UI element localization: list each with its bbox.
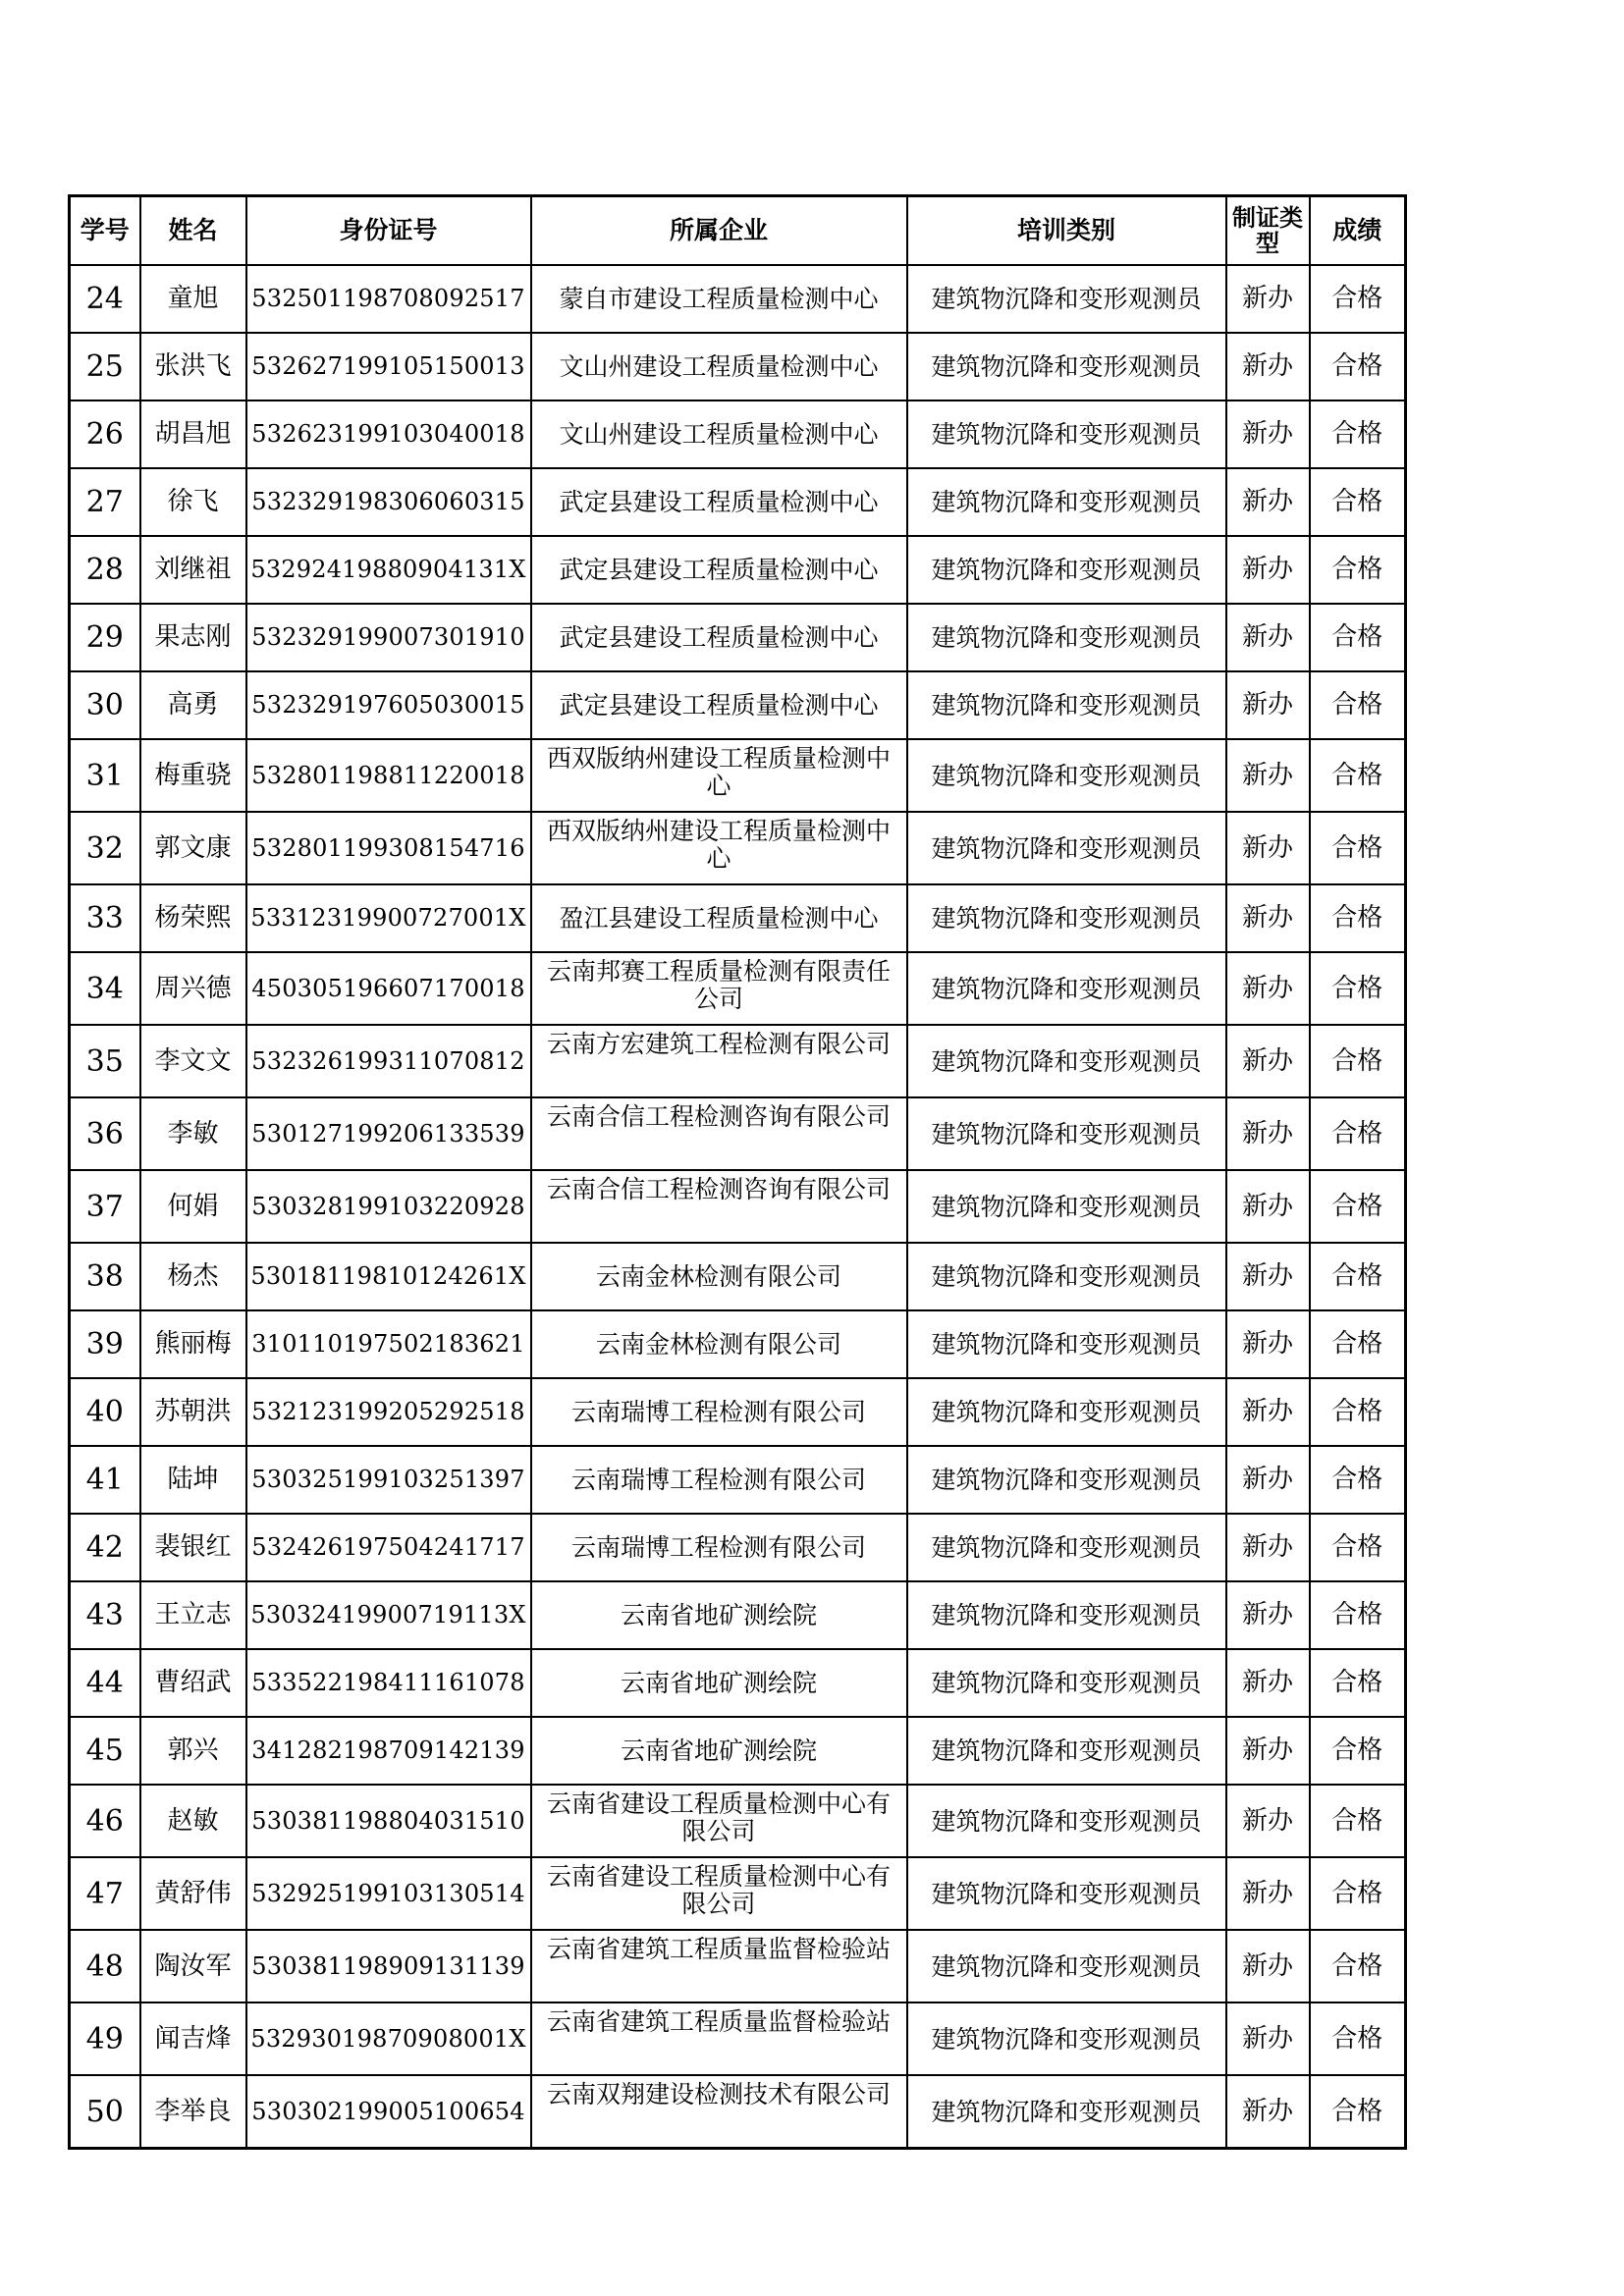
- cell-result: 合格: [1310, 1446, 1406, 1514]
- cell-company: 云南合信工程检测咨询有限公司: [531, 1170, 907, 1243]
- cell-result: 合格: [1310, 1857, 1406, 1930]
- cell-cert-type: 新办: [1226, 604, 1310, 671]
- cell-training-category: 建筑物沉降和变形观测员: [907, 1025, 1226, 1097]
- cell-company: 云南省建设工程质量检测中心有限公司: [531, 1857, 907, 1930]
- cell-name: 杨荣熙: [140, 884, 246, 952]
- cell-name: 陶汝军: [140, 1930, 246, 2002]
- cell-company: 云南瑞博工程检测有限公司: [531, 1378, 907, 1446]
- cell-training-category: 建筑物沉降和变形观测员: [907, 1310, 1226, 1378]
- cell-id-number: 310110197502183621: [246, 1310, 531, 1378]
- cell-name: 闻吉烽: [140, 2002, 246, 2075]
- cell-training-category: 建筑物沉降和变形观测员: [907, 671, 1226, 739]
- cell-student-no: 45: [70, 1717, 140, 1785]
- cell-training-category: 建筑物沉降和变形观测员: [907, 265, 1226, 333]
- cell-id-number: 532501198708092517: [246, 265, 531, 333]
- table-row: [70, 884, 1406, 952]
- table-row: [70, 1310, 1406, 1378]
- cell-id-number: 532801198811220018: [246, 739, 531, 812]
- cell-result: 合格: [1310, 952, 1406, 1025]
- cell-cert-type: 新办: [1226, 333, 1310, 400]
- table-row: [70, 671, 1406, 739]
- header-training-category: 培训类别: [907, 196, 1226, 266]
- cell-company: 文山州建设工程质量检测中心: [531, 333, 907, 400]
- cell-id-number: 532329198306060315: [246, 468, 531, 536]
- cell-name: 梅重骁: [140, 739, 246, 812]
- cell-name: 周兴德: [140, 952, 246, 1025]
- header-id-number: 身份证号: [246, 196, 531, 266]
- cell-company: 云南省地矿测绘院: [531, 1581, 907, 1649]
- cell-cert-type: 新办: [1226, 400, 1310, 468]
- cell-cert-type: 新办: [1226, 2075, 1310, 2149]
- cell-cert-type: 新办: [1226, 536, 1310, 604]
- table-row: [70, 2002, 1406, 2075]
- cell-company: 西双版纳州建设工程质量检测中心: [531, 739, 907, 812]
- cell-company: 云南合信工程检测咨询有限公司: [531, 1097, 907, 1170]
- cell-student-no: 48: [70, 1930, 140, 2002]
- cell-cert-type: 新办: [1226, 468, 1310, 536]
- cell-result: 合格: [1310, 884, 1406, 952]
- cell-id-number: 53032419900719113X: [246, 1581, 531, 1649]
- table-body: [70, 265, 1406, 2149]
- table-header: [70, 196, 1406, 266]
- header-cert-type: 制证类型: [1226, 196, 1310, 266]
- cell-company: 武定县建设工程质量检测中心: [531, 671, 907, 739]
- cell-student-no: 29: [70, 604, 140, 671]
- cell-company: 云南省建筑工程质量监督检验站: [531, 1930, 907, 2002]
- cell-id-number: 450305196607170018: [246, 952, 531, 1025]
- cell-result: 合格: [1310, 1717, 1406, 1785]
- cell-result: 合格: [1310, 265, 1406, 333]
- cell-company: 盈江县建设工程质量检测中心: [531, 884, 907, 952]
- cell-training-category: 建筑物沉降和变形观测员: [907, 952, 1226, 1025]
- cell-result: 合格: [1310, 1785, 1406, 1857]
- cell-result: 合格: [1310, 1930, 1406, 2002]
- cell-id-number: 530328199103220928: [246, 1170, 531, 1243]
- cell-company: 云南瑞博工程检测有限公司: [531, 1446, 907, 1514]
- cell-company: 云南瑞博工程检测有限公司: [531, 1514, 907, 1581]
- cell-training-category: 建筑物沉降和变形观测员: [907, 468, 1226, 536]
- cell-id-number: 530325199103251397: [246, 1446, 531, 1514]
- cell-cert-type: 新办: [1226, 1785, 1310, 1857]
- cell-result: 合格: [1310, 468, 1406, 536]
- cell-training-category: 建筑物沉降和变形观测员: [907, 333, 1226, 400]
- cell-cert-type: 新办: [1226, 1857, 1310, 1930]
- cell-result: 合格: [1310, 1649, 1406, 1717]
- table-row: [70, 468, 1406, 536]
- cell-name: 裴银红: [140, 1514, 246, 1581]
- cell-cert-type: 新办: [1226, 671, 1310, 739]
- cell-cert-type: 新办: [1226, 1649, 1310, 1717]
- table-row: [70, 1514, 1406, 1581]
- cell-name: 高勇: [140, 671, 246, 739]
- cell-name: 李文文: [140, 1025, 246, 1097]
- header-student-no: 学号: [70, 196, 140, 266]
- cell-name: 苏朝洪: [140, 1378, 246, 1446]
- cell-student-no: 34: [70, 952, 140, 1025]
- cell-cert-type: 新办: [1226, 1446, 1310, 1514]
- header-result: 成绩: [1310, 196, 1406, 266]
- cell-result: 合格: [1310, 536, 1406, 604]
- table-row: [70, 265, 1406, 333]
- table-row: [70, 1581, 1406, 1649]
- cell-id-number: 532329197605030015: [246, 671, 531, 739]
- cell-cert-type: 新办: [1226, 1378, 1310, 1446]
- cell-company: 西双版纳州建设工程质量检测中心: [531, 812, 907, 884]
- cell-student-no: 40: [70, 1378, 140, 1446]
- cell-company: 武定县建设工程质量检测中心: [531, 536, 907, 604]
- cell-student-no: 33: [70, 884, 140, 952]
- cell-company: 蒙自市建设工程质量检测中心: [531, 265, 907, 333]
- cell-company: 云南金林检测有限公司: [531, 1310, 907, 1378]
- cell-student-no: 37: [70, 1170, 140, 1243]
- cell-name: 胡昌旭: [140, 400, 246, 468]
- cell-student-no: 42: [70, 1514, 140, 1581]
- cell-name: 曹绍武: [140, 1649, 246, 1717]
- header-row: [70, 196, 1406, 266]
- cell-name: 李举良: [140, 2075, 246, 2149]
- cell-name: 何娟: [140, 1170, 246, 1243]
- cell-id-number: 532123199205292518: [246, 1378, 531, 1446]
- cell-name: 刘继祖: [140, 536, 246, 604]
- table-row: [70, 739, 1406, 812]
- table-row: [70, 1378, 1406, 1446]
- cell-student-no: 26: [70, 400, 140, 468]
- header-company: 所属企业: [531, 196, 907, 266]
- cell-id-number: 530302199005100654: [246, 2075, 531, 2149]
- cell-cert-type: 新办: [1226, 1025, 1310, 1097]
- cell-cert-type: 新办: [1226, 1930, 1310, 2002]
- cell-cert-type: 新办: [1226, 1310, 1310, 1378]
- cell-company: 云南双翔建设检测技术有限公司: [531, 2075, 907, 2149]
- cell-training-category: 建筑物沉降和变形观测员: [907, 400, 1226, 468]
- cell-company: 武定县建设工程质量检测中心: [531, 604, 907, 671]
- cell-id-number: 53018119810124261X: [246, 1243, 531, 1310]
- cell-student-no: 50: [70, 2075, 140, 2149]
- cell-company: 云南方宏建筑工程检测有限公司: [531, 1025, 907, 1097]
- cell-training-category: 建筑物沉降和变形观测员: [907, 1170, 1226, 1243]
- cell-result: 合格: [1310, 1243, 1406, 1310]
- cell-name: 张洪飞: [140, 333, 246, 400]
- cell-student-no: 39: [70, 1310, 140, 1378]
- cell-student-no: 49: [70, 2002, 140, 2075]
- cell-name: 徐飞: [140, 468, 246, 536]
- cell-id-number: 53312319900727001X: [246, 884, 531, 952]
- cell-student-no: 41: [70, 1446, 140, 1514]
- cell-student-no: 27: [70, 468, 140, 536]
- trainee-results-table: [68, 194, 1407, 2150]
- cell-student-no: 46: [70, 1785, 140, 1857]
- table-row: [70, 952, 1406, 1025]
- cell-name: 童旭: [140, 265, 246, 333]
- cell-cert-type: 新办: [1226, 952, 1310, 1025]
- cell-id-number: 532627199105150013: [246, 333, 531, 400]
- cell-training-category: 建筑物沉降和变形观测员: [907, 1857, 1226, 1930]
- cell-result: 合格: [1310, 1170, 1406, 1243]
- cell-result: 合格: [1310, 1581, 1406, 1649]
- cell-cert-type: 新办: [1226, 1514, 1310, 1581]
- cell-student-no: 32: [70, 812, 140, 884]
- cell-student-no: 24: [70, 265, 140, 333]
- cell-result: 合格: [1310, 1025, 1406, 1097]
- cell-name: 李敏: [140, 1097, 246, 1170]
- table-row: [70, 604, 1406, 671]
- cell-name: 果志刚: [140, 604, 246, 671]
- table-row: [70, 400, 1406, 468]
- cell-result: 合格: [1310, 400, 1406, 468]
- cell-training-category: 建筑物沉降和变形观测员: [907, 1581, 1226, 1649]
- cell-cert-type: 新办: [1226, 2002, 1310, 2075]
- cell-id-number: 53293019870908001X: [246, 2002, 531, 2075]
- cell-company: 云南邦赛工程质量检测有限责任公司: [531, 952, 907, 1025]
- cell-student-no: 30: [70, 671, 140, 739]
- cell-id-number: 530381198804031510: [246, 1785, 531, 1857]
- cell-result: 合格: [1310, 333, 1406, 400]
- table-row: [70, 812, 1406, 884]
- cell-id-number: 530127199206133539: [246, 1097, 531, 1170]
- cell-student-no: 31: [70, 739, 140, 812]
- cell-company: 文山州建设工程质量检测中心: [531, 400, 907, 468]
- cell-company: 云南金林检测有限公司: [531, 1243, 907, 1310]
- cell-cert-type: 新办: [1226, 265, 1310, 333]
- cell-training-category: 建筑物沉降和变形观测员: [907, 536, 1226, 604]
- cell-result: 合格: [1310, 1097, 1406, 1170]
- table-row: [70, 536, 1406, 604]
- cell-student-no: 28: [70, 536, 140, 604]
- cell-name: 王立志: [140, 1581, 246, 1649]
- table-row: [70, 1243, 1406, 1310]
- cell-cert-type: 新办: [1226, 1581, 1310, 1649]
- cell-result: 合格: [1310, 1310, 1406, 1378]
- table-row: [70, 1649, 1406, 1717]
- cell-cert-type: 新办: [1226, 739, 1310, 812]
- cell-id-number: 532426197504241717: [246, 1514, 531, 1581]
- cell-name: 黄舒伟: [140, 1857, 246, 1930]
- cell-company: 云南省建设工程质量检测中心有限公司: [531, 1785, 907, 1857]
- cell-result: 合格: [1310, 671, 1406, 739]
- cell-result: 合格: [1310, 739, 1406, 812]
- cell-training-category: 建筑物沉降和变形观测员: [907, 1097, 1226, 1170]
- cell-student-no: 47: [70, 1857, 140, 1930]
- cell-training-category: 建筑物沉降和变形观测员: [907, 1930, 1226, 2002]
- cell-company: 武定县建设工程质量检测中心: [531, 468, 907, 536]
- cell-student-no: 36: [70, 1097, 140, 1170]
- cell-id-number: 530381198909131139: [246, 1930, 531, 2002]
- cell-result: 合格: [1310, 1378, 1406, 1446]
- cell-training-category: 建筑物沉降和变形观测员: [907, 1514, 1226, 1581]
- table-row: [70, 1446, 1406, 1514]
- table-row: [70, 1930, 1406, 2002]
- cell-name: 郭兴: [140, 1717, 246, 1785]
- cell-student-no: 35: [70, 1025, 140, 1097]
- table-row: [70, 1785, 1406, 1857]
- table-row: [70, 1717, 1406, 1785]
- cell-id-number: 532623199103040018: [246, 400, 531, 468]
- cell-id-number: 53292419880904131X: [246, 536, 531, 604]
- cell-training-category: 建筑物沉降和变形观测员: [907, 1649, 1226, 1717]
- cell-company: 云南省地矿测绘院: [531, 1717, 907, 1785]
- table-row: [70, 333, 1406, 400]
- cell-id-number: 532801199308154716: [246, 812, 531, 884]
- cell-training-category: 建筑物沉降和变形观测员: [907, 812, 1226, 884]
- cell-training-category: 建筑物沉降和变形观测员: [907, 1243, 1226, 1310]
- cell-name: 郭文康: [140, 812, 246, 884]
- cell-student-no: 44: [70, 1649, 140, 1717]
- cell-student-no: 43: [70, 1581, 140, 1649]
- cell-company: 云南省地矿测绘院: [531, 1649, 907, 1717]
- cell-training-category: 建筑物沉降和变形观测员: [907, 739, 1226, 812]
- cell-result: 合格: [1310, 1514, 1406, 1581]
- cell-name: 熊丽梅: [140, 1310, 246, 1378]
- cell-training-category: 建筑物沉降和变形观测员: [907, 1785, 1226, 1857]
- cell-training-category: 建筑物沉降和变形观测员: [907, 1717, 1226, 1785]
- table-row: [70, 1025, 1406, 1097]
- table-row: [70, 1857, 1406, 1930]
- cell-id-number: 532925199103130514: [246, 1857, 531, 1930]
- cell-cert-type: 新办: [1226, 1170, 1310, 1243]
- cell-id-number: 533522198411161078: [246, 1649, 531, 1717]
- cell-result: 合格: [1310, 812, 1406, 884]
- cell-name: 杨杰: [140, 1243, 246, 1310]
- cell-company: 云南省建筑工程质量监督检验站: [531, 2002, 907, 2075]
- cell-result: 合格: [1310, 2075, 1406, 2149]
- table-row: [70, 2075, 1406, 2149]
- cell-student-no: 25: [70, 333, 140, 400]
- cell-training-category: 建筑物沉降和变形观测员: [907, 1378, 1226, 1446]
- cell-cert-type: 新办: [1226, 1243, 1310, 1310]
- cell-name: 赵敏: [140, 1785, 246, 1857]
- cell-training-category: 建筑物沉降和变形观测员: [907, 2002, 1226, 2075]
- cell-result: 合格: [1310, 2002, 1406, 2075]
- cell-training-category: 建筑物沉降和变形观测员: [907, 2075, 1226, 2149]
- cell-training-category: 建筑物沉降和变形观测员: [907, 604, 1226, 671]
- cell-name: 陆坤: [140, 1446, 246, 1514]
- cell-id-number: 532329199007301910: [246, 604, 531, 671]
- cell-training-category: 建筑物沉降和变形观测员: [907, 884, 1226, 952]
- cell-cert-type: 新办: [1226, 812, 1310, 884]
- table-row: [70, 1170, 1406, 1243]
- cell-cert-type: 新办: [1226, 884, 1310, 952]
- cell-cert-type: 新办: [1226, 1717, 1310, 1785]
- cell-result: 合格: [1310, 604, 1406, 671]
- table-row: [70, 1097, 1406, 1170]
- cell-id-number: 532326199311070812: [246, 1025, 531, 1097]
- cell-student-no: 38: [70, 1243, 140, 1310]
- header-name: 姓名: [140, 196, 246, 266]
- cell-training-category: 建筑物沉降和变形观测员: [907, 1446, 1226, 1514]
- cell-id-number: 341282198709142139: [246, 1717, 531, 1785]
- cell-cert-type: 新办: [1226, 1097, 1310, 1170]
